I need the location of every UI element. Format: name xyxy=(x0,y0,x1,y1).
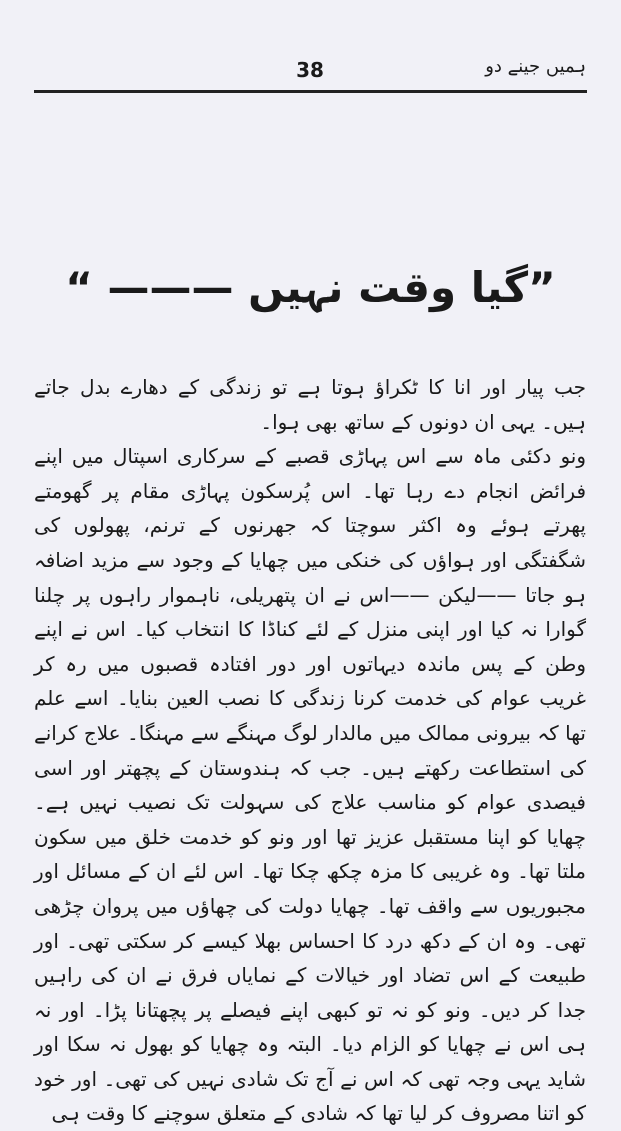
page-number: 38 xyxy=(296,58,324,82)
header-rule xyxy=(34,90,587,93)
paragraph-2: ونو دکئی ماہ سے اس پہاڑی قصبے کے سرکاری اسپتال میں اپنے فرائض انجام دے رہا تھا۔ اس پُرسکون پہاڑی مقام پر گھومتے پھرتے ہوئے وہ اکثر سوچتا کہ جھرنوں کے ترنم، پھولوں کی شگفتگی اور ہواؤں کی خنکی میں چھایا کے وجود سے مزید اضافہ ہو جاتا ——لیکن ——اس نے ان پتھریلی، ناہموار راہوں پر چلنا گوارا نہ کیا اور اپنی منزل کے لئے کناڈا کا انتخاب کیا۔ اس نے اپنے وطن کے پس ماندہ دیہاتوں اور دور افتادہ قصبوں میں رہ کر غریب عوام کی خدمت کرنا زندگی کا نصب العین بنایا۔ اسے علم تھا کہ بیرونی ممالک میں مالدار لوگ مہنگے سے مہنگا۔ علاج کرانے کی استطاعت رکھتے ہیں۔ جب کہ ہندوستان کے پچھتر اور اسی فیصدی عوام کو مناسب علاج کی سہولت تک نصیب نہیں ہے۔ چھایا کو اپنا مستقبل عزیز تھا اور ونو کو خدمت خلق میں سکون ملتا تھا۔ وہ غریبی کا مزہ چکھ چکا تھا۔ اس لئے ان کے مسائل اور مجبوریوں سے واقف تھا۔ چھایا دولت کی چھاؤں میں پروان چڑھی تھی۔ وہ ان کے دکھ درد کا احساس بھلا کیسے کر سکتی تھی۔ اور طبیعت کے اس تضاد اور خیالات کے نمایاں فرق نے ان کی راہیں جدا کر دیں۔ ونو کو نہ تو کبھی اپنے فیصلے پر پچھتانا پڑا۔ اور نہ ہی اس نے چھایا کو الزام دیا۔ البتہ وہ چھایا کو بھول نہ سکا اور شاید یہی وجہ تھی کہ اس نے آج تک شادی نہیں کی تھی۔ اور خود کو اتنا مصروف کر لیا تھا کہ شادی کے متعلق سوچنے کا وقت ہی xyxy=(34,444,586,1126)
body-text xyxy=(34,370,586,1126)
running-title: ہمیں جینے دو xyxy=(485,56,586,77)
paragraph-1: جب پیار اور انا کا ٹکراؤ ہوتا ہے تو زندگی کے دھارے بدل جاتے ہیں۔ یہی ان دونوں کے ساتھ بھی ہوا۔ xyxy=(34,375,586,434)
page-header xyxy=(34,52,586,92)
chapter-title: ”گیا وقت نہیں ——— “ xyxy=(65,263,556,312)
